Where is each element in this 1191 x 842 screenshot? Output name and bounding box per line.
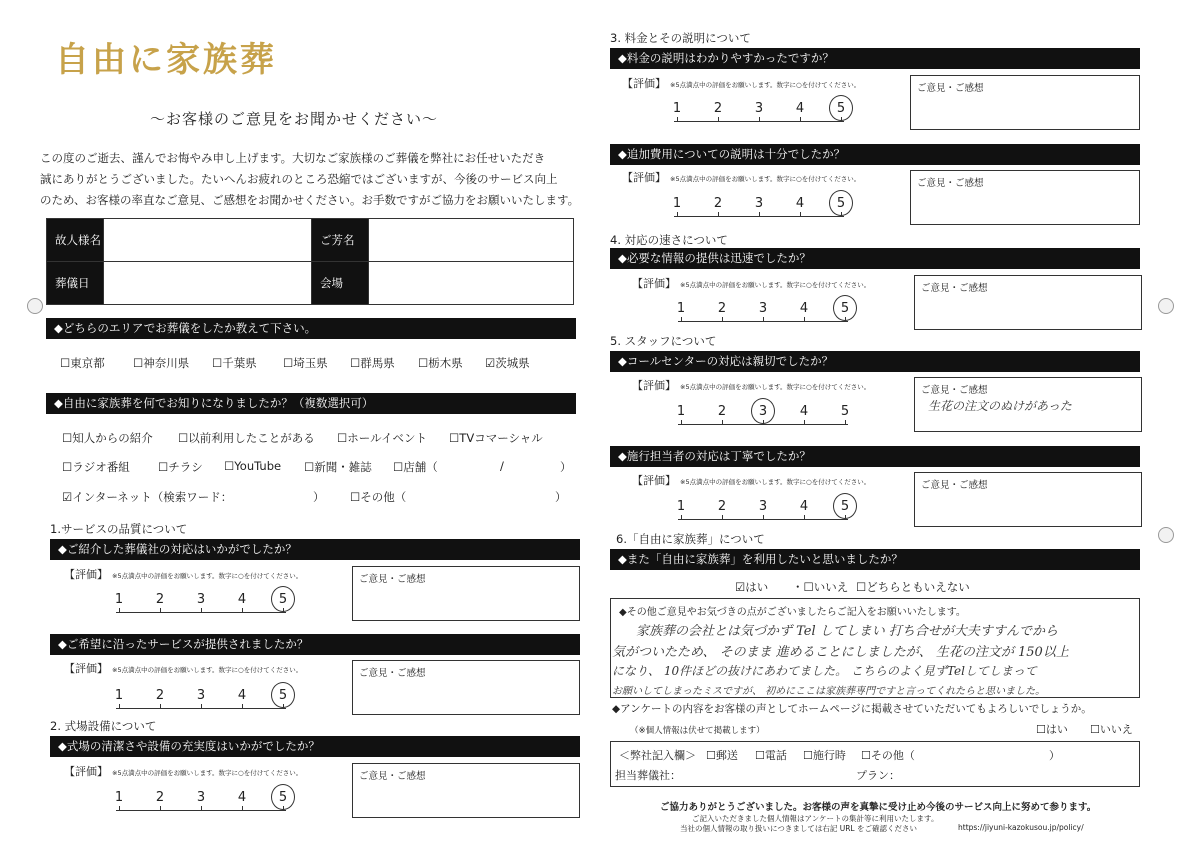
scale-tick [763,515,764,520]
deceased-name-field[interactable] [104,219,312,262]
question-bar: ◆コールセンターの対応は親切でしたか？ [610,351,1140,372]
rating-option-3[interactable]: 3 [758,301,768,316]
scale-tick [201,806,202,811]
rating-option-2[interactable]: 2 [713,196,723,211]
source-question: ◆自由に家族葬を何でお知りになりましたか？（複数選択可） [46,393,576,414]
eval-label: 【評価】 ※5点満点中の評価をお願いします。数字に○を付けてください。 [632,379,871,392]
question-bar: ◆ご紹介した葬儀社の対応はいかがでしたか？ [50,539,580,560]
comment-box[interactable]: ご意見・ご感想 [352,660,580,715]
rating-option-2[interactable]: 2 [717,404,727,419]
deceased-info-table [46,218,574,305]
source-option[interactable]: ☐YouTube [224,459,282,473]
rating-option-5[interactable]: 5 [840,301,850,316]
intro-line: この度のご逝去、謹んでお悔やみ申し上げます。大切なご家族様のご葬儀を弊社にお任せいただき [40,151,546,165]
scale-tick [160,806,161,811]
handwritten-line: になり、 10件ほどの抜けにあわてました。 こちらのよく見ずTelしてしまって [612,664,1037,678]
scale-tick [804,420,805,425]
plan-label: プラン： [856,769,900,782]
rating-option-5[interactable]: 5 [836,101,846,116]
policy-link[interactable]: https://jiyuni-kazokusou.jp/policy/ [958,823,1084,832]
source-option[interactable]: ☐ラジオ番組 [62,460,130,474]
source-option[interactable]: ☐店舗（ [393,460,438,474]
comment-box[interactable]: ご意見・ご感想 [914,377,1142,432]
handwritten-comment: 生花の注文のぬけがあった [928,399,1072,413]
scale-tick [201,608,202,613]
rating-scale [674,301,864,331]
scale-tick [119,608,120,613]
scale-tick [201,704,202,709]
question-bar: ◆必要な情報の提供は迅速でしたか？ [610,248,1140,269]
homepage-no-option[interactable]: ☐いいえ [1090,723,1133,736]
question-bar: ◆また「自由に家族葬」を利用したいと思いましたか？ [610,549,1140,570]
scale-tick [804,317,805,322]
handwritten-line: お願いしてしまったミスですが、 初めにここは家族葬専門ですと言ってくれたらと思いました。 [612,686,1046,697]
company-label: 担当葬儀社： [615,769,681,782]
source-option[interactable]: ☐TVコマーシャル [449,431,543,445]
scale-tick [677,117,678,122]
eval-label: 【評価】 ※5点満点中の評価をお願いします。数字に○を付けてください。 [632,474,871,487]
section-title: 5. スタッフについて [610,334,717,348]
comment-box[interactable]: ご意見・ご感想 [910,170,1140,225]
question-bar: ◆ご希望に沿ったサービスが提供されましたか？ [50,634,580,655]
eval-label: 【評価】 ※5点満点中の評価をお願いします。数字に○を付けてください。 [632,277,871,290]
scale-tick [160,608,161,613]
area-option[interactable]: ☐栃木県 [418,356,463,370]
rating-scale [670,101,860,131]
section-title: 2. 式場設備について [50,719,157,733]
rating-circle-mark [829,190,853,216]
source-option[interactable]: ☐その他（ [350,490,407,504]
binder-hole [1158,298,1174,314]
scale-tick [722,420,723,425]
rating-option-4[interactable]: 4 [799,301,809,316]
rating-option-2[interactable]: 2 [155,688,165,703]
staff-label: ＜弊社記入欄＞ [619,749,696,762]
reuse-neither-option[interactable]: ☐どちらともいえない [856,580,970,594]
rating-option-4[interactable]: 4 [237,790,247,805]
privacy-text: ご記入いただきました個人情報はアンケートの集計等に利用いたします。 [692,814,939,823]
area-option[interactable]: ☐東京都 [60,356,105,370]
page-subtitle: 〜お客様のご意見をお聞かせください〜 [150,110,439,128]
intro-line: 誠にありがとうございました。たいへんお疲れのところ恐縮ではございますが、今後のサービス向上 [40,172,558,186]
handwritten-line: 家族葬の会社とは気づかず Tel してしまい 打ち合せが大夫すすんでから [636,624,1059,639]
thanks-text: ご協力ありがとうございました。お客様の声を真摯に受け止め今後のサービス向上に努めて参ります。 [660,802,1097,813]
rating-option-5[interactable]: 5 [278,592,288,607]
rating-circle-mark [833,295,857,321]
rating-scale [112,592,302,622]
homepage-question: ◆アンケートの内容をお客様の声としてホームページに掲載させていただいてもよろしいでしょうか。 [612,703,1092,715]
eval-label: 【評価】 ※5点満点中の評価をお願いします。数字に○を付けてください。 [64,568,303,581]
scale-tick [681,515,682,520]
comment-box[interactable]: ご意見・ご感想 [352,763,580,818]
rating-option-4[interactable]: 4 [795,196,805,211]
rating-circle-mark [751,398,775,424]
rating-option-3[interactable]: 3 [196,790,206,805]
comment-box[interactable]: ご意見・ご感想 [352,566,580,621]
rating-option-3[interactable]: 3 [758,499,768,514]
scale-tick [681,317,682,322]
rating-option-1[interactable]: 1 [676,301,686,316]
comment-box[interactable]: ご意見・ご感想 [910,75,1140,130]
scale-tick [242,608,243,613]
rating-option-2[interactable]: 2 [155,790,165,805]
rating-option-3[interactable]: 3 [754,101,764,116]
scale-tick [800,212,801,217]
reuse-yes-option[interactable]: ☑はい [735,580,769,594]
scale-tick [845,420,846,425]
source-paren: ） [555,490,567,504]
scale-tick [677,212,678,217]
rating-scale [674,404,864,434]
rating-option-5[interactable]: 5 [840,499,850,514]
rating-option-1[interactable]: 1 [672,101,682,116]
staff-option[interactable]: ☐電話 [755,749,787,762]
mourner-field[interactable] [369,219,574,262]
question-bar: ◆式場の清潔さや設備の充実度はいかがでしたか？ [50,736,580,757]
staff-option[interactable]: ☐施行時 [803,749,846,762]
scale-tick [722,317,723,322]
source-option[interactable]: ☐以前利用したことがある [178,431,315,445]
rating-option-1[interactable]: 1 [676,404,686,419]
source-option-checked[interactable]: ☑インターネット（検索ワード： [62,490,233,504]
rating-option-2[interactable]: 2 [713,101,723,116]
scale-tick [722,515,723,520]
comment-box[interactable]: ご意見・ご感想 [914,275,1142,330]
section-title: 4. 対応の速さについて [610,233,728,247]
scale-tick [160,704,161,709]
rating-option-1[interactable]: 1 [676,499,686,514]
rating-option-4[interactable]: 4 [799,404,809,419]
eval-label: 【評価】 ※5点満点中の評価をお願いします。数字に○を付けてください。 [622,77,861,90]
area-option-checked[interactable]: ☑茨城県 [485,356,530,370]
rating-option-1[interactable]: 1 [672,196,682,211]
rating-option-3[interactable]: 3 [196,592,206,607]
scale-tick [242,704,243,709]
intro-line: のため、お客様の率直なご意見、ご感想をお聞かせください。お手数ですがご協力をお願いいたします。 [40,193,580,207]
binder-hole [1158,527,1174,543]
rating-circle-mark [271,586,295,612]
deceased-name-label: 故人様名 [47,219,104,262]
handwritten-line: 気がついたため、 そのまま 進めることにしましたが、 生花の注文が 150以上 [612,645,1069,660]
eval-label: 【評価】 ※5点満点中の評価をお願いします。数字に○を付けてください。 [64,662,303,675]
source-separator: / [500,459,504,473]
area-option[interactable]: ☐埼玉県 [283,356,328,370]
staff-option[interactable]: ☐その他（ [861,749,915,762]
rating-option-3[interactable]: 3 [196,688,206,703]
rating-option-1[interactable]: 1 [114,790,124,805]
rating-circle-mark [271,682,295,708]
staff-paren: ） [1049,749,1060,762]
scale-tick [119,704,120,709]
rating-scale [112,688,302,718]
other-comments-label: ◆その他ご意見やお気づきの点がございましたらご記入をお願いいたします。 [619,607,966,618]
intro-text [40,148,585,211]
eval-label: 【評価】 ※5点満点中の評価をお願いします。数字に○を付けてください。 [64,765,303,778]
section-title: 3. 料金とその説明について [610,31,751,45]
area-option[interactable]: ☐群馬県 [350,356,395,370]
rating-option-4[interactable]: 4 [799,499,809,514]
source-paren: ） [560,460,572,474]
staff-entry-box [610,741,1140,787]
eval-label: 【評価】 ※5点満点中の評価をお願いします。数字に○を付けてください。 [622,171,861,184]
scale-tick [763,317,764,322]
area-question: ◆どちらのエリアでお葬儀をしたか教えて下さい。 [46,318,576,339]
rating-scale [670,196,860,226]
privacy-text: 当社の個人情報の取り扱いにつきましては右記 URL をご確認ください [680,824,917,833]
rating-option-2[interactable]: 2 [717,499,727,514]
rating-circle-mark [271,784,295,810]
rating-option-5[interactable]: 5 [278,688,288,703]
reuse-no-option[interactable]: ・☐いいえ [792,580,849,594]
source-option[interactable]: ☐新聞・雑誌 [304,460,372,474]
mourner-label: ご芳名 [312,219,369,262]
staff-option[interactable]: ☐郵送 [706,749,738,762]
venue-label: 会場 [312,262,369,305]
rating-option-3[interactable]: 3 [754,196,764,211]
scale-tick [718,212,719,217]
rating-option-2[interactable]: 2 [717,301,727,316]
rating-option-1[interactable]: 1 [114,688,124,703]
rating-option-3[interactable]: 3 [758,404,768,419]
area-option[interactable]: ☐千葉県 [212,356,257,370]
source-option[interactable]: ☐知人からの紹介 [62,431,153,445]
source-option[interactable]: ☐チラシ [158,460,203,474]
scale-tick [759,212,760,217]
homepage-note: （※個人情報は伏せて掲載します） [630,726,765,736]
scale-tick [119,806,120,811]
rating-scale [112,790,302,820]
rating-option-4[interactable]: 4 [795,101,805,116]
binder-hole [27,298,43,314]
venue-field[interactable] [369,262,574,305]
rating-option-5[interactable]: 5 [836,196,846,211]
rating-circle-mark [833,493,857,519]
rating-circle-mark [829,95,853,121]
scale-tick [759,117,760,122]
homepage-yes-option[interactable]: ☐はい [1036,723,1068,736]
source-paren: ） [313,490,325,504]
source-option[interactable]: ☐ホールイベント [337,431,428,445]
area-option[interactable]: ☐神奈川県 [133,356,190,370]
scale-tick [681,420,682,425]
rating-option-4[interactable]: 4 [237,592,247,607]
rating-option-4[interactable]: 4 [237,688,247,703]
funeral-date-label: 葬儀日 [47,262,104,305]
rating-option-1[interactable]: 1 [114,592,124,607]
scale-tick [718,117,719,122]
section-title: 1.サービスの品質について [50,522,188,536]
comment-box[interactable]: ご意見・ご感想 [914,472,1142,527]
question-bar: ◆追加費用についての説明は十分でしたか？ [610,144,1140,165]
rating-option-5[interactable]: 5 [840,404,850,419]
scale-tick [804,515,805,520]
section-title: 6.「自由に家族葬」について [616,532,765,546]
funeral-date-field[interactable] [104,262,312,305]
brand-logo: 自由に家族葬 [55,40,277,80]
rating-option-5[interactable]: 5 [278,790,288,805]
question-bar: ◆料金の説明はわかりやすかったですか？ [610,48,1140,69]
question-bar: ◆施行担当者の対応は丁寧でしたか？ [610,446,1140,467]
scale-tick [800,117,801,122]
rating-option-2[interactable]: 2 [155,592,165,607]
rating-scale [674,499,864,529]
scale-tick [242,806,243,811]
